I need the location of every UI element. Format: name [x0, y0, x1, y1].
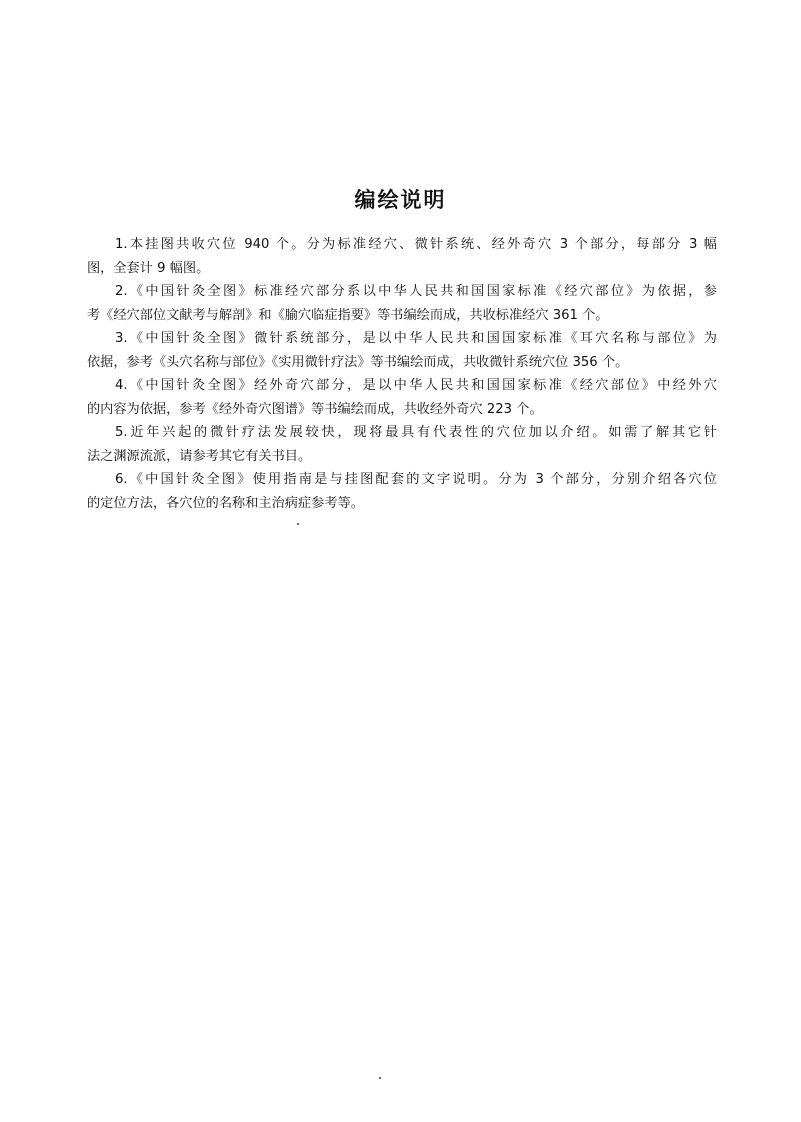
- paragraph-2: [87, 280, 717, 327]
- paragraph-line: 法之渊源流派，请参考其它有关书目。: [87, 448, 312, 464]
- paragraph-1: [87, 233, 717, 280]
- scan-speck: [379, 1077, 381, 1079]
- paragraph-line: 考《经穴部位文献考与解剖》和《腧穴临症指要》等书编绘而成，共收标准经穴 361 个。: [87, 307, 609, 323]
- paragraph-line: 依据，参考《头穴名称与部位》《实用微针疗法》等书编绘而成，共收微针系统穴位 356 个。: [87, 354, 629, 370]
- document-body: [87, 233, 717, 515]
- scan-speck: [297, 523, 299, 525]
- paragraph-line: 的内容为依据，参考《经外奇穴图谱》等书编绘而成，共收经外奇穴 223 个。: [87, 401, 543, 417]
- paragraph-line: 2.《中国针灸全图》标准经穴部分系以中华人民共和国国家标准《经穴部位》为依据，参: [115, 284, 717, 299]
- page-title: 编绘说明: [354, 188, 447, 212]
- paragraph-4: [87, 374, 717, 421]
- paragraph-line: 5.近年兴起的微针疗法发展较快，现将最具有代表性的穴位加以介绍。如需了解其它针: [115, 425, 717, 440]
- paragraph-3: [87, 327, 717, 374]
- paragraph-line: 6.《中国针灸全图》使用指南是与挂图配套的文字说明。分为 3 个部分，分别介绍各穴位: [115, 472, 717, 487]
- paragraph-6: [87, 468, 717, 515]
- paragraph-line: 3.《中国针灸全图》微针系统部分，是以中华人民共和国国家标准《耳穴名称与部位》为: [115, 331, 717, 346]
- paragraph-line: 4.《中国针灸全图》经外奇穴部分，是以中华人民共和国国家标准《经穴部位》中经外穴: [115, 378, 717, 393]
- paragraph-5: [87, 421, 717, 468]
- paragraph-line: 1.本挂图共收穴位 940 个。分为标准经穴、微针系统、经外奇穴 3 个部分，每部分 3 幅: [115, 237, 717, 252]
- paragraph-line: 图，全套计 9 幅图。: [87, 260, 210, 276]
- paragraph-line: 的定位方法，各穴位的名称和主治病症参考等。: [87, 495, 364, 511]
